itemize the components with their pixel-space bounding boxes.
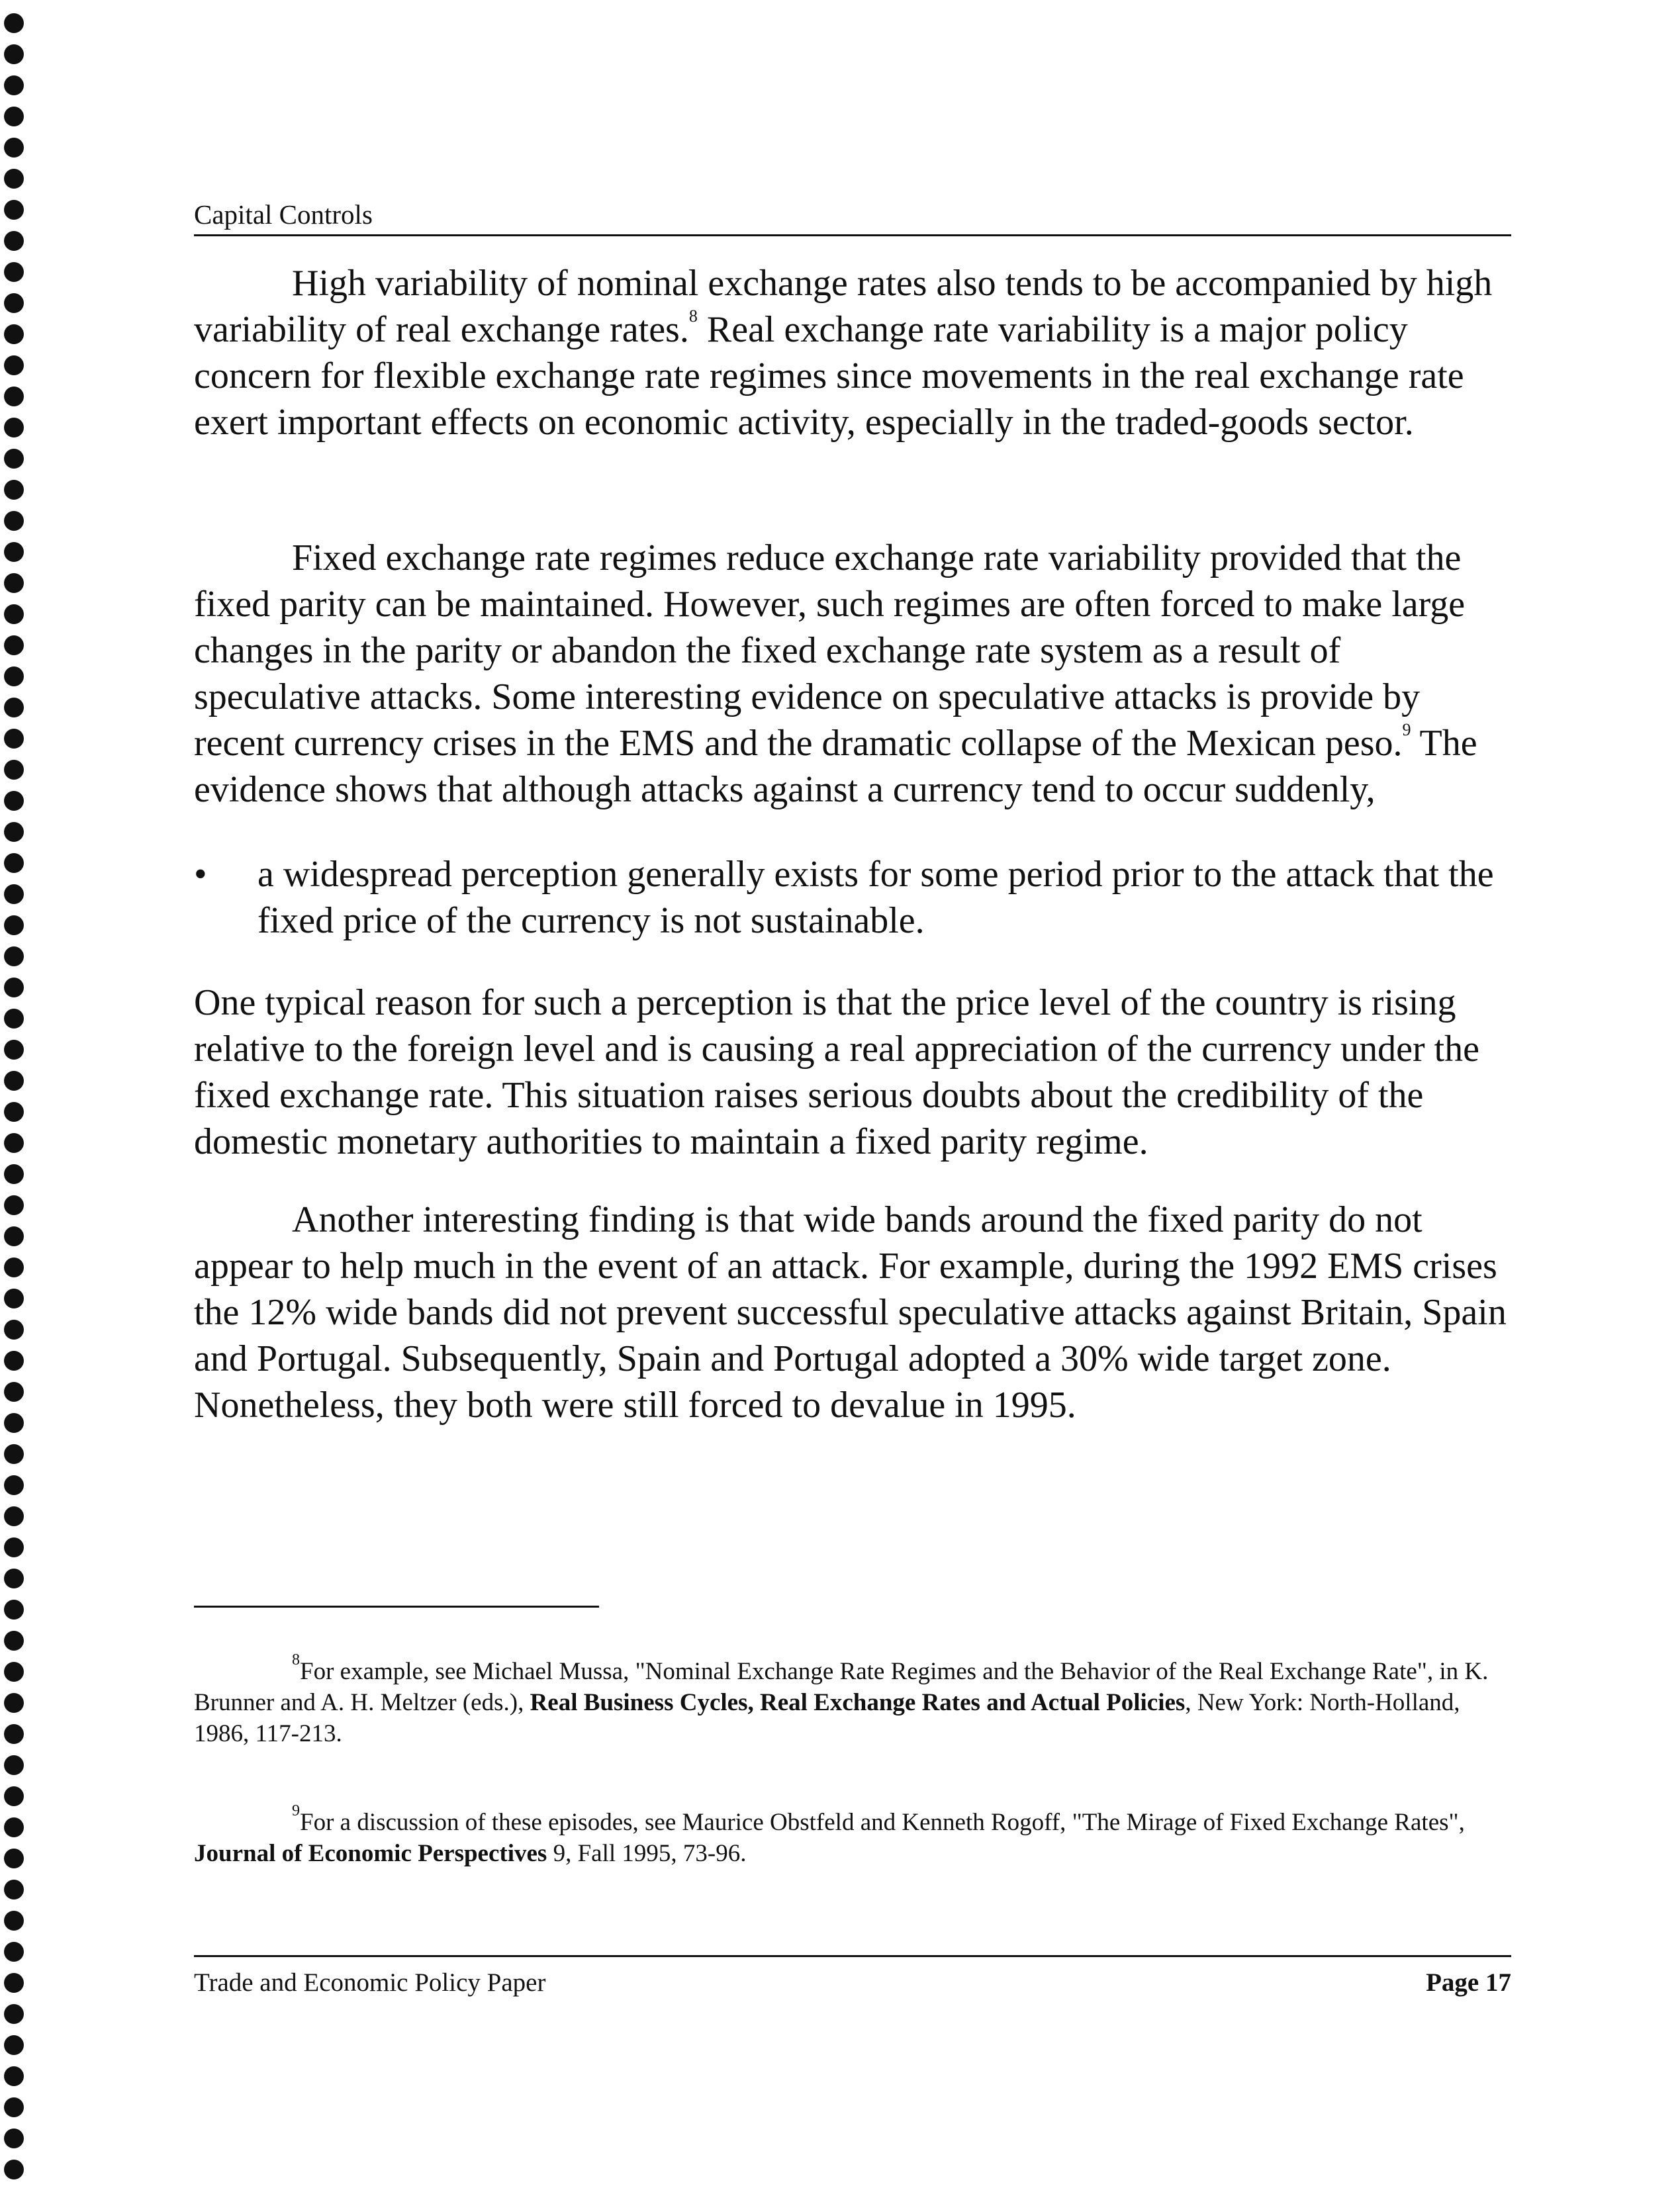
paragraph-1	[194, 260, 1511, 445]
paragraph-4: Another interesting finding is that wide bands around the fixed parity do not appear to help much in the event of an attack. For example, during the 1992 EMS crises the 12% wide bands did not prevent successful speculative attacks against Britain, Spain and Portugal. Subsequently, Spain and Portugal adopted a 30% wide target zone. Nonetheless, they both were still forced to devalue in 1995.	[194, 1199, 1507, 1426]
binder-hole	[4, 604, 24, 624]
paragraph-1-text-b: Real exchange rate variability is a major policy concern for flexible exchange rate regimes since movements in the real exchange rate exert important effects on economic activity, especially in the traded-goods sector.	[194, 309, 1464, 443]
binder-hole	[4, 138, 24, 158]
binder-hole	[4, 2066, 24, 2086]
binder-hole	[4, 542, 24, 562]
binder-hole	[4, 791, 24, 811]
binder-hole	[4, 915, 24, 935]
binder-hole	[4, 635, 24, 655]
binder-hole	[4, 75, 24, 95]
binder-hole	[4, 1164, 24, 1184]
binder-hole	[4, 729, 24, 749]
binder-hole	[4, 946, 24, 966]
binder-hole	[4, 1755, 24, 1775]
binder-hole	[4, 324, 24, 344]
binder-hole	[4, 1786, 24, 1806]
bullet-text: a widespread perception generally exists for some period prior to the attack that the fixed price of the currency is not sustainable.	[257, 854, 1494, 941]
binder-hole	[4, 1071, 24, 1091]
paragraph-3: One typical reason for such a perception is that the price level of the country is rising relative to the foreign level and is causing a real appreciation of the currency under the fixed exchange rate. This situation raises serious doubts about the credibility of the domestic monetary authorities to maintain a fixed parity regime.	[194, 982, 1480, 1162]
binder-hole	[4, 262, 24, 282]
binder-hole	[4, 1040, 24, 1060]
binder-hole	[4, 1382, 24, 1402]
binder-hole	[4, 884, 24, 904]
binder-hole	[4, 1444, 24, 1464]
binder-hole	[4, 2160, 24, 2179]
binder-hole	[4, 1537, 24, 1557]
page-header	[194, 201, 1511, 228]
header-title: Capital Controls	[194, 199, 373, 230]
binder-hole	[4, 449, 24, 469]
binder-hole	[4, 698, 24, 717]
binder-hole	[4, 1880, 24, 1900]
binder-hole	[4, 293, 24, 313]
binder-hole	[4, 2004, 24, 2024]
binder-hole	[4, 355, 24, 375]
binder-hole	[4, 418, 24, 437]
paragraph-2	[194, 535, 1511, 813]
binder-hole	[4, 2035, 24, 2055]
binder-hole	[4, 1195, 24, 1215]
binder-hole	[4, 822, 24, 842]
binder-hole	[4, 1413, 24, 1433]
binder-hole	[4, 1320, 24, 1340]
footnote-ref-8[interactable]: 8	[688, 306, 698, 326]
binder-hole	[4, 169, 24, 189]
binder-hole	[4, 978, 24, 997]
binder-hole	[4, 1102, 24, 1122]
binder-hole	[4, 1817, 24, 1837]
paragraph-2-text-b: The evidence shows that although attacks against a currency tend to occur suddenly,	[194, 723, 1477, 810]
binder-hole	[4, 1693, 24, 1713]
binder-hole	[4, 1351, 24, 1371]
binder-hole	[4, 200, 24, 220]
binder-hole	[4, 480, 24, 500]
footnote-separator	[194, 1606, 599, 1608]
footer-rule	[194, 1955, 1511, 1957]
binder-hole	[4, 1289, 24, 1308]
binder-hole	[4, 1133, 24, 1153]
binder-hole	[4, 1911, 24, 1931]
binder-hole	[4, 760, 24, 780]
binder-hole	[4, 13, 24, 33]
binder-hole	[4, 1475, 24, 1495]
footnote-8	[194, 1651, 1511, 1749]
footnote-9-text-a: For a discussion of these episodes, see Maurice Obstfeld and Kenneth Rogoff, "The Mirage of Fixed Exchange Rates",	[300, 1809, 1465, 1836]
binder-hole	[4, 666, 24, 686]
footnote-8-title: Real Business Cycles, Real Exchange Rates and Actual Policies	[530, 1689, 1186, 1716]
footnote-9-number: 9	[292, 1802, 300, 1819]
paragraph-2-text-a: Fixed exchange rate regimes reduce exchange rate variability provided that the fixed parity can be maintained. However, such regimes are often forced to make large changes in the parity or abandon the fixed exchange rate system as a result of speculative attacks. Some interesting evidence on speculative attacks is provide by recent currency crises in the EMS and the dramatic collapse of the Mexican peso.	[194, 537, 1466, 764]
binder-hole	[4, 1506, 24, 1526]
binder-hole	[4, 1600, 24, 1620]
binder-hole	[4, 1569, 24, 1588]
binder-hole	[4, 1631, 24, 1651]
bullet-icon: •	[194, 854, 207, 895]
binder-hole	[4, 2097, 24, 2117]
binder-hole	[4, 1849, 24, 1868]
footnote-9-title: Journal of Economic Perspectives	[194, 1840, 547, 1867]
header-rule	[194, 234, 1511, 236]
binder-hole	[4, 511, 24, 531]
binder-hole	[4, 1973, 24, 1993]
binder-hole	[4, 1226, 24, 1246]
footnote-8-text-a: For example, see Michael Mussa, "Nominal Exchange Rate Regimes and the Behavior of the Real Exchange Rate", in K. Brunner and A. H. Meltzer (eds.),	[194, 1658, 1489, 1716]
binder-hole	[4, 573, 24, 593]
binder-hole	[4, 1258, 24, 1277]
binder-hole	[4, 107, 24, 126]
binder-hole	[4, 44, 24, 64]
binder-hole	[4, 387, 24, 406]
footer-left: Trade and Economic Policy Paper	[194, 1968, 546, 1997]
binder-hole	[4, 231, 24, 251]
binder-hole	[4, 2129, 24, 2148]
binder-hole	[4, 853, 24, 873]
binder-hole	[4, 1009, 24, 1029]
binder-hole	[4, 1724, 24, 1744]
binder-hole	[4, 1662, 24, 1682]
footnote-9	[194, 1802, 1511, 1869]
paragraph-1-text-a: High variability of nominal exchange rates also tends to be accompanied by high variability of real exchange rates.	[194, 263, 1493, 350]
footnote-9-text-b: 9, Fall 1995, 73-96.	[547, 1840, 747, 1867]
footnote-ref-9[interactable]: 9	[1402, 720, 1411, 739]
binder-hole	[4, 1942, 24, 1962]
footnote-8-text-b: , New York: North-Holland, 1986, 117-213.	[194, 1689, 1460, 1747]
binder-holes	[0, 0, 32, 2198]
footnote-8-number: 8	[292, 1651, 300, 1669]
page-number: Page 17	[1426, 1968, 1511, 1997]
